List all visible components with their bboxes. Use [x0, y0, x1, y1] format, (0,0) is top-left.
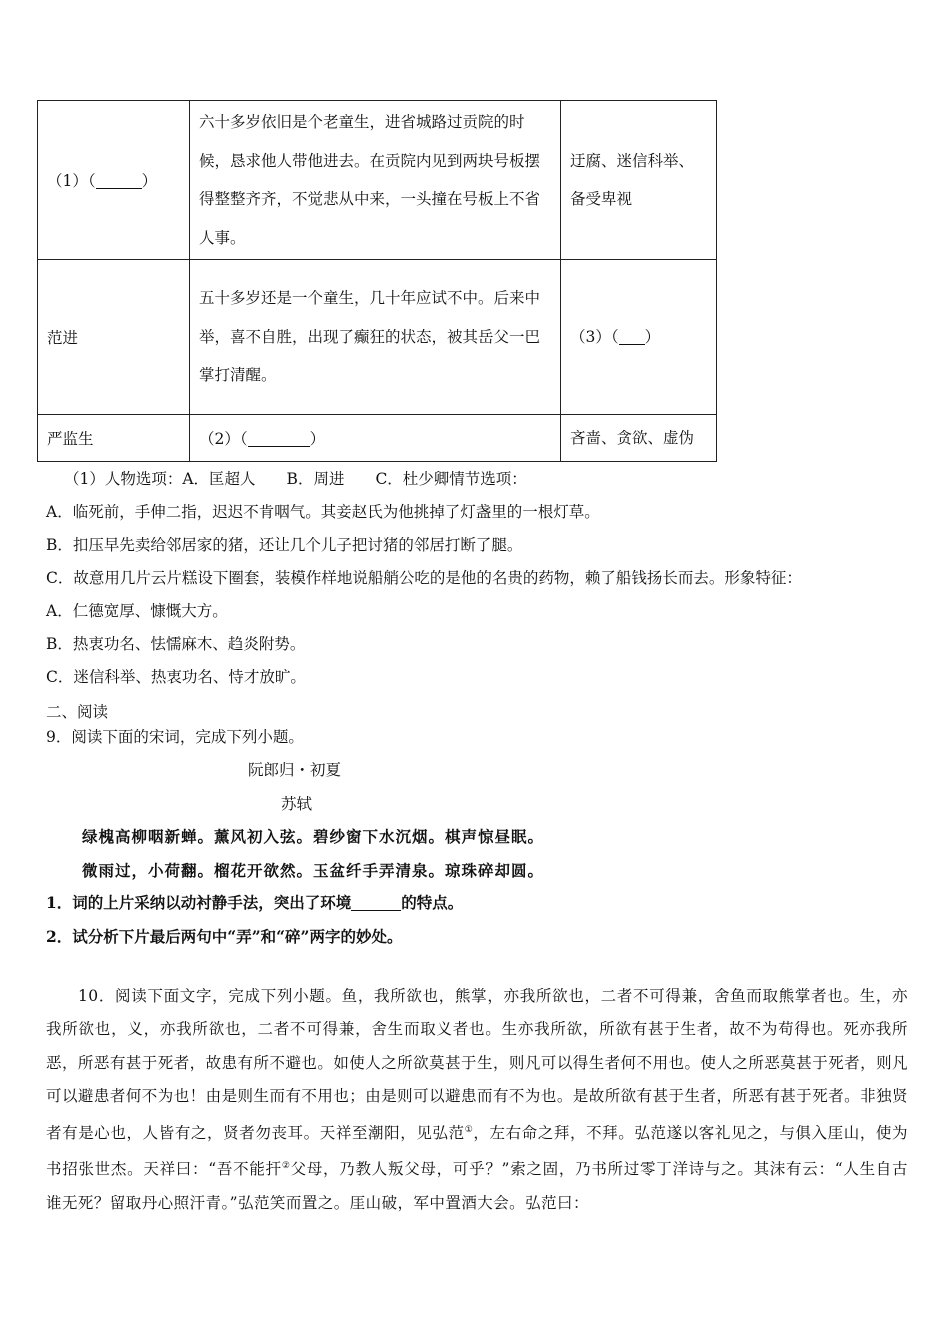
passage-text: 10．阅读下面文字，完成下列小题。鱼，我所欲也，熊掌，亦我所欲也，二者不可得兼，舍鱼而取熊掌者也。生，亦我所欲也，义，亦我所欲也，二者不可得兼，舍生而取义者也。生亦我所欲，所欲有甚于生者，故不为苟得也。死亦我所恶，所恶有甚于死者，故患有所不避也。如使人之所欲莫甚于生，则凡可以得生者何不用也。使人之所恶莫甚于死者，则凡可以避患者何不为也！由是则生而有不用也；由是则可以避患而有不为也。是故所欲有甚于生者，所恶有甚于死者。非独贤者有是心也，人皆有之，贤者勿丧耳。天祥至潮阳，见弘范	[46, 987, 908, 1142]
answer-blank[interactable]	[351, 894, 401, 911]
trait-text: 吝啬、贪欲、虚伪	[570, 429, 695, 447]
fill-blank-1-prefix: （1）（	[47, 172, 96, 190]
table-row	[38, 415, 717, 462]
option-line: C．迷信科举、热衷功名、恃才放旷。	[46, 668, 306, 686]
option-line: C．故意用几片云片糕设下圈套，装模作样地说船艄公吃的是他的名贵的药物，赖了船钱扬长而去。形象特征：	[46, 569, 802, 587]
character-table	[37, 100, 717, 462]
character-name: 严监生	[47, 430, 94, 448]
option-line: B．扣压早先卖给邻居家的猪，还让几个儿子把讨猪的邻居打断了腿。	[46, 536, 523, 554]
character-cell	[38, 260, 190, 415]
fill-blank-2-prefix: （2）（	[199, 430, 248, 448]
character-name: 范进	[47, 329, 79, 347]
trait-cell	[561, 101, 717, 260]
question-9-sub-2: 2．试分析下片最后两句中“弄”和“碎”两字的妙处。	[46, 927, 403, 946]
plot-cell	[190, 415, 561, 462]
table-row	[38, 101, 717, 260]
answer-blank[interactable]	[619, 328, 645, 345]
plot-cell	[190, 101, 561, 260]
sub-question-suffix: 的特点。	[401, 893, 464, 912]
trait-cell	[561, 415, 717, 462]
poem-line: 绿槐高柳咽新蝉。薰风初入弦。碧纱窗下水沉烟。棋声惊昼眠。	[82, 827, 545, 846]
footnote-marker: ①	[464, 1124, 474, 1135]
answer-blank[interactable]	[248, 430, 310, 447]
poem-author: 苏轼	[281, 795, 313, 813]
passage-text: 父母，乃教人叛父母，可乎？”索之固，乃书所过零丁洋诗与之。其沫有云：“人生自古谁无死？留取丹心照汗青。”弘范笑而置之。厓山破，军中置酒大会。弘范曰：	[46, 1160, 908, 1212]
option-line: B．热衷功名、怯懦麻木、趋炎附势。	[46, 635, 306, 653]
poem-title: 阮郎归・初夏	[248, 761, 342, 779]
plot-text: 六十多岁依旧是个老童生，进省城路过贡院的时候，恳求他人带他进去。在贡院内见到两块号板摆得整整齐齐，不觉悲从中来，一头撞在号板上不省人事。	[199, 113, 541, 247]
trait-text: 迂腐、迷信科举、备受卑视	[570, 152, 695, 208]
fill-blank-3-prefix: （3）（	[570, 328, 619, 346]
fill-blank-1-suffix: ）	[141, 172, 158, 190]
table-row	[38, 260, 717, 415]
option-line: A．临死前，手伸二指，迟迟不肯咽气。其妾赵氏为他挑掉了灯盏里的一根灯草。	[46, 503, 600, 521]
footnote-marker: ②	[281, 1161, 291, 1172]
answer-blank[interactable]	[96, 172, 142, 189]
character-cell	[38, 101, 190, 260]
sub-question-prefix: 1．词的上片采纳以动衬静手法，突出了环境	[46, 893, 352, 912]
fill-blank-2-suffix: ）	[309, 430, 326, 448]
question-9-sub-1	[46, 891, 463, 913]
question-10-passage	[46, 980, 908, 1220]
plot-text: 五十多岁还是一个童生，几十年应试不中。后来中举，喜不自胜，出现了癫狂的状态，被其岳父一巴掌打清醒。	[199, 289, 541, 385]
poem-line: 微雨过，小荷翻。榴花开欲然。玉盆纤手弄清泉。琼珠碎却圆。	[82, 861, 545, 880]
passage-text: ，左右命之拜，不拜。弘范遂以客礼见之，与俱入厓山，使为书招张世杰。天祥曰：“吾不能扞	[46, 1123, 908, 1179]
options-heading: （1）人物选项：A．匡超人 B．周进 C．杜少卿情节选项：	[64, 470, 527, 488]
trait-cell	[561, 260, 717, 415]
plot-cell	[190, 260, 561, 415]
fill-blank-3-suffix: ）	[644, 328, 661, 346]
character-cell	[38, 415, 190, 462]
section-heading: 二、阅读	[46, 703, 109, 721]
question-9-intro: 9．阅读下面的宋词，完成下列小题。	[46, 728, 304, 746]
option-line: A．仁德宽厚、慷慨大方。	[46, 602, 228, 620]
